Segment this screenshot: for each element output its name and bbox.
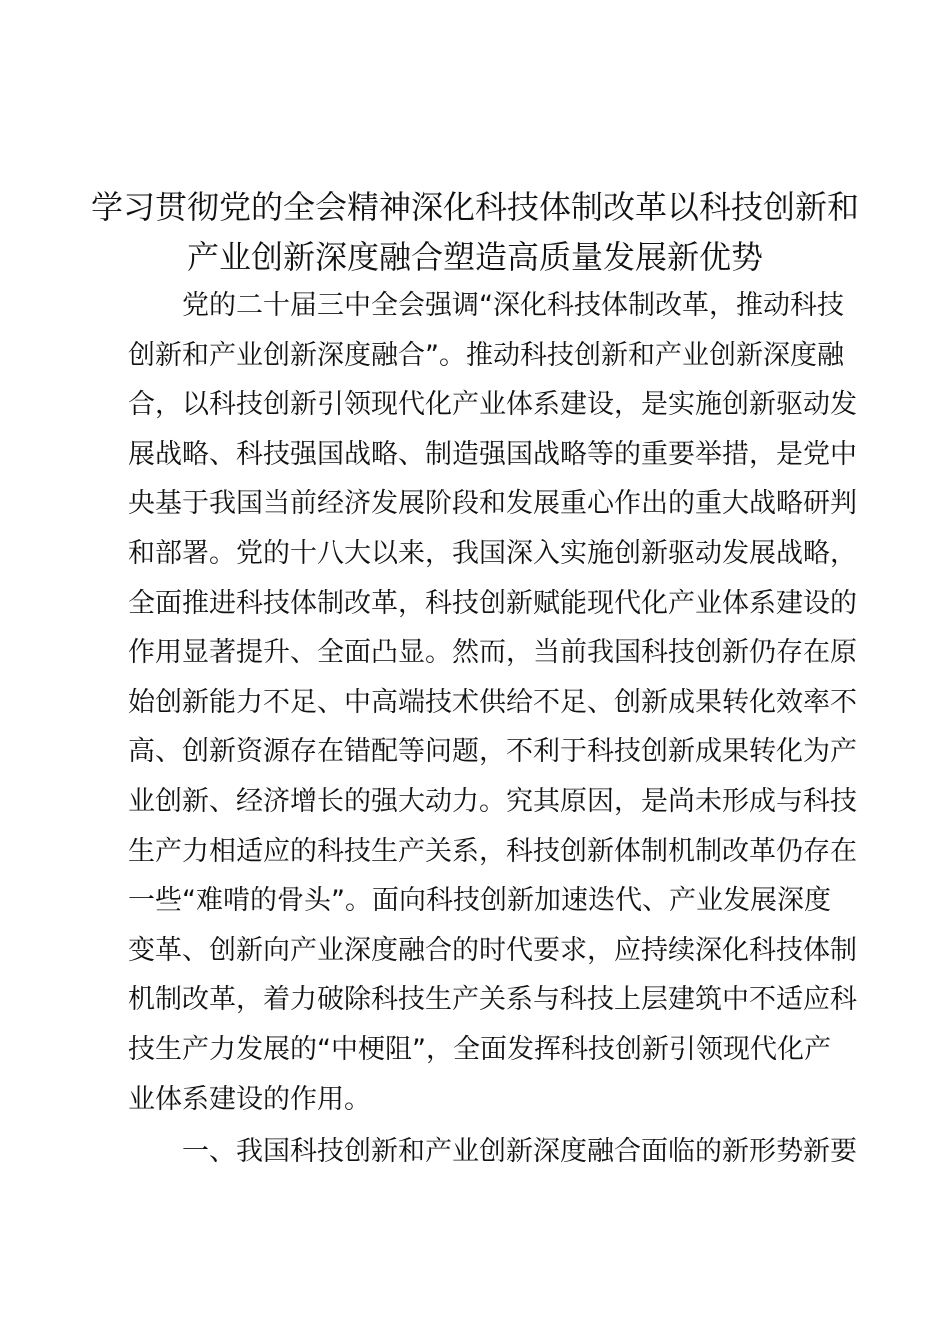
paragraph-line-4: 展战略、科技强国战略、制造强国战略等的重要举措，是党中 [128, 438, 857, 470]
paragraph-line-5: 央基于我国当前经济发展阶段和发展重心作出的重大战略研判 [128, 488, 857, 520]
paragraph-line-13: 一些“难啃的骨头”。面向科技创新加速迭代、产业发展深度 [128, 885, 831, 917]
body-paragraph [128, 281, 857, 1124]
paragraph-line-12: 生产力相适应的科技生产关系，科技创新体制机制改革仍存在 [128, 835, 857, 867]
paragraph-line-6: 和部署。党的十八大以来，我国深入实施创新驱动发展战略， [128, 537, 857, 569]
document-title [90, 182, 860, 282]
paragraph-line-16: 技生产力发展的“中梗阻”，全面发挥科技创新引领现代化产 [128, 1033, 831, 1065]
paragraph-line-14: 变革、创新向产业深度融合的时代要求，应持续深化科技体制 [128, 934, 857, 966]
paragraph-line-15: 机制改革，着力破除科技生产关系与科技上层建筑中不适应科 [128, 984, 857, 1016]
paragraph-line-8: 作用显著提升、全面凸显。然而，当前我国科技创新仍存在原 [128, 637, 857, 669]
paragraph-line-9: 始创新能力不足、中高端技术供给不足、创新成果转化效率不 [128, 686, 857, 718]
section-heading: 一、我国科技创新和产业创新深度融合面临的新形势新要 [182, 1136, 857, 1167]
paragraph-line-3: 合，以科技创新引领现代化产业体系建设，是实施创新驱动发 [128, 389, 857, 421]
paragraph-line-2: 创新和产业创新深度融合”。推动科技创新和产业创新深度融 [128, 339, 844, 371]
paragraph-line-7: 全面推进科技体制改革，科技创新赋能现代化产业体系建设的 [128, 587, 857, 619]
paragraph-line-1: 党的二十届三中全会强调“深化科技体制改革，推动科技 [182, 290, 844, 321]
title-line-1: 学习贯彻党的全会精神深化科技体制改革以科技创新和 [90, 188, 859, 226]
paragraph-line-17: 业体系建设的作用。 [128, 1083, 371, 1115]
title-line-2: 产业创新深度融合塑造高质量发展新优势 [186, 238, 763, 276]
paragraph-line-10: 高、创新资源存在错配等问题，不利于科技创新成果转化为产 [128, 736, 857, 768]
paragraph-line-11: 业创新、经济增长的强大动力。究其原因，是尚未形成与科技 [128, 785, 857, 817]
